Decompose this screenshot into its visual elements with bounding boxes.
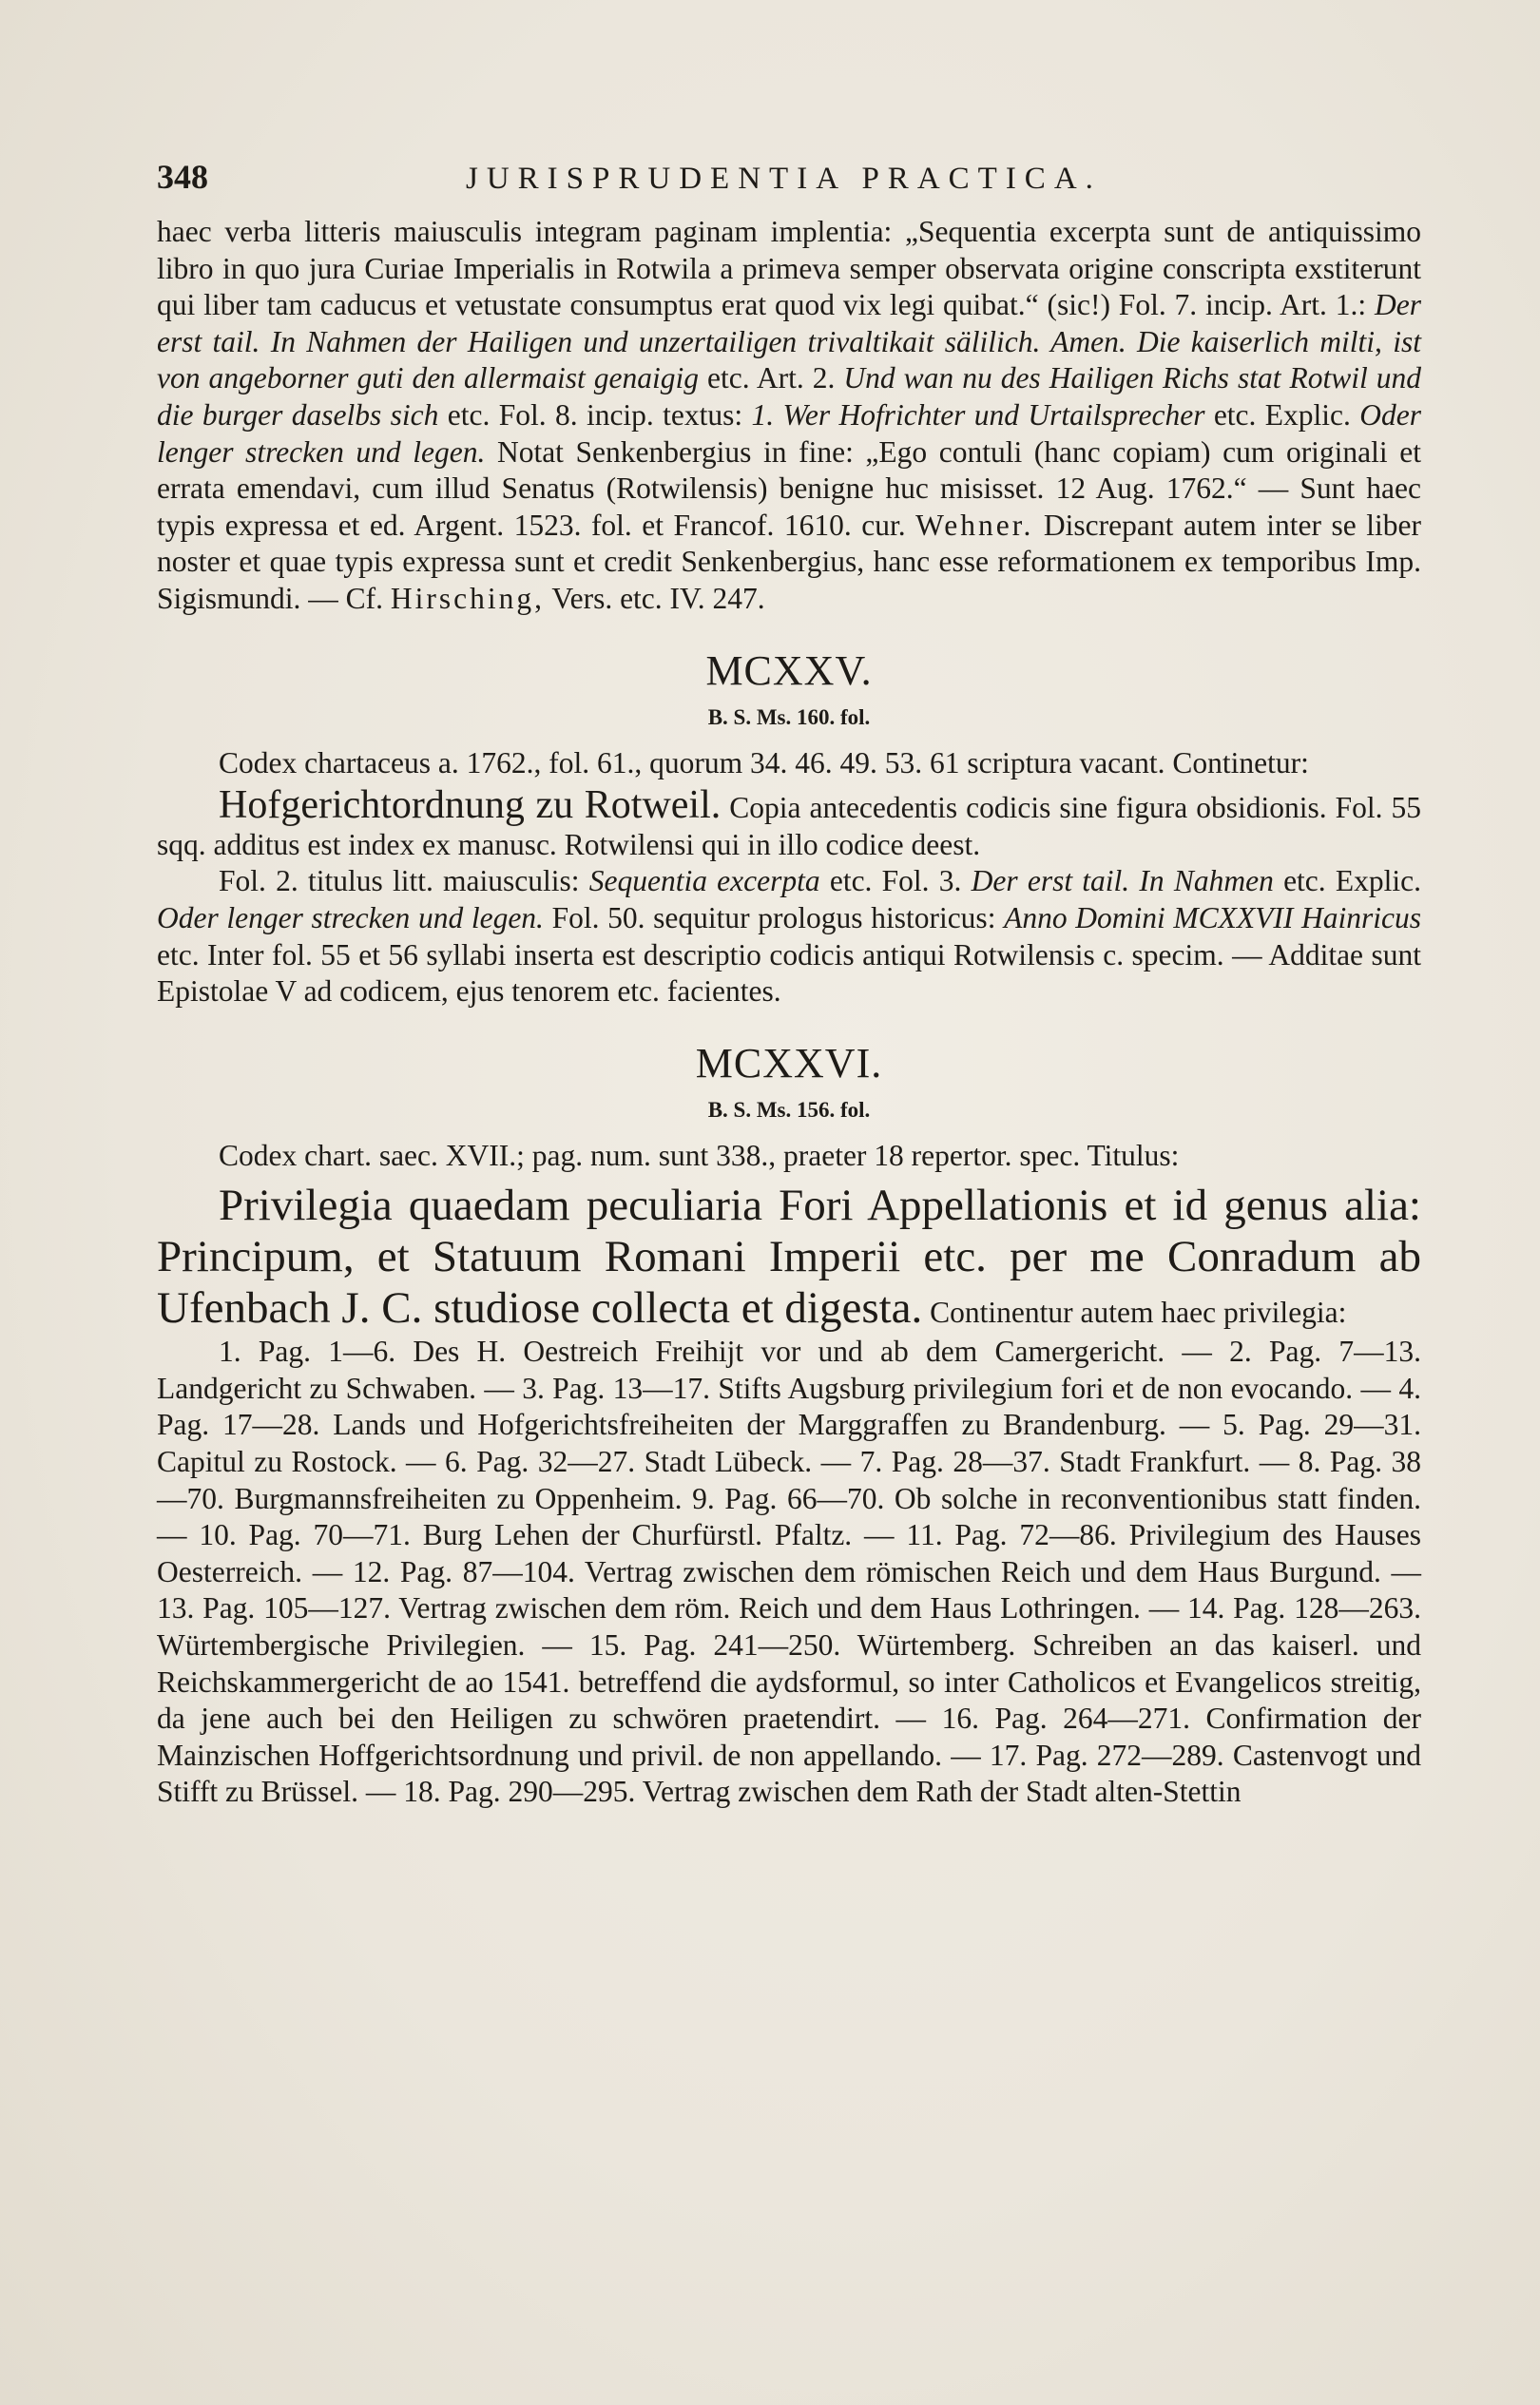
- author-name: Hirsching,: [390, 581, 546, 615]
- codex-details-quote: Sequentia excerpta: [588, 864, 820, 898]
- intro-quote: Und wan nu des Hailigen Richs stat Rotwil und die burger daselbs sich: [157, 361, 1421, 432]
- intro-quote: 1. Wer Hofrichter und Urtailsprecher: [751, 397, 1205, 432]
- codex-note: Continentur autem haec privilegia:: [922, 1296, 1347, 1330]
- codex-details-quote: Der erst tail. In Nahmen: [971, 864, 1274, 898]
- codex-title: Privilegia quaedam peculiaria Fori Appellationis et id genus alia: Principum, et Statuum Romani Imperii etc. per me Conradum ab Ufenbach J. C. studiose collecta et digesta.: [157, 1181, 1421, 1334]
- codex-details-text: etc. Inter fol. 55 et 56 syllabi inserta est descriptio codicis antiqui Rotwilensis c. specim. — Additae sunt Epistolae V ad codicem, ejus tenorem etc. facientes.: [157, 937, 1421, 1009]
- intro-text: etc. Fol. 8. incip. textus:: [438, 397, 752, 432]
- running-head: [157, 157, 1421, 214]
- intro-text: Vers. etc. IV. 247.: [545, 581, 765, 615]
- intro-text: etc. Explic.: [1204, 397, 1360, 432]
- codex-details-text: etc. Explic.: [1273, 864, 1421, 898]
- codex-description: Codex chartaceus a. 1762., fol. 61., quorum 34. 46. 49. 53. 61 scriptura vacant. Continetur:: [219, 745, 1309, 779]
- intro-text: Notat Senkenbergius in fine: „Ego contuli (hanc copiam) cum originali et errata emendavi, cum illud Senatus (Rotwilensis) benigne huc misisset. 12 Aug. 1762.“ — Sunt haec typis expressa et ed. Argent. 1523. fol. et Francof. 1610. cur.: [157, 434, 1421, 542]
- shelfmark: B. S. Ms. 160. fol.: [707, 704, 871, 729]
- text-column: [157, 157, 1421, 1811]
- codex-note: Copia antecedentis codicis sine figura obsidionis. Fol. 55 sqq. additus est index ex manusc. Rotwilensi qui in illo codice deest.: [157, 791, 1421, 861]
- codex-title: Hofgerichtordnung zu Rotweil.: [219, 783, 722, 828]
- intro-text: etc. Art. 2.: [699, 361, 844, 395]
- author-name: Wehner.: [915, 508, 1034, 542]
- shelfmark: B. S. Ms. 156. fol.: [707, 1097, 871, 1122]
- codex-details-quote: Oder lenger strecken und legen.: [157, 900, 544, 934]
- running-title: JURISPRUDENTIA PRACTICA.: [466, 162, 1102, 196]
- codex-details-text: Fol. 50. sequitur prologus historicus:: [543, 900, 1005, 934]
- entry-number: MCXXV.: [705, 646, 873, 694]
- intro-quote: Oder lenger strecken und legen.: [157, 397, 1421, 469]
- codex-title-paragraph: [157, 783, 1421, 863]
- codex-details-text: etc. Fol. 3.: [819, 864, 972, 898]
- privilege-list: 1. Pag. 1—6. Des H. Oestreich Freihijt vor und ab dem Camergericht. — 2. Pag. 7—13. Landgericht zu Schwaben. — 3. Pag. 13—17. Stifts Augsburg privilegium fori et de non evocando. — 4. Pag. 17—28. Lands und Hofgerichtsfreiheiten der Marggraffen zu Brandenburg. — 5. Pag. 29—31. Capitul zu Rostock. — 6. Pag. 32—27. Stadt Lübeck. — 7. Pag. 28—37. Stadt Frankfurt. — 8. Pag. 38—70. Burgmannsfreiheiten zu Oppenheim. 9. Pag. 66—70. Ob solche in reconventionibus statt finden. — 10. Pag. 70—71. Burg Lehen der Churfürstl. Pfaltz. — 11. Pag. 72—86. Privilegium des Hauses Oesterreich. — 12. Pag. 87—104. Vertrag zwischen dem römischen Reich und dem Haus Burgund. — 13. Pag. 105—127. Vertrag zwischen dem röm. Reich und dem Haus Lothringen. — 14. Pag. 128—263. Würtembergische Privilegien. — 15. Pag. 241—250. Würtemberg. Schreiben an das kaiserl. und Reichskammergericht de ao 1541. betreffend die aydsformul, so inter Catholicos et Evangelicos streitig, da jene auch bei den Heiligen zu schwören praetendirt. — 16. Pag. 264—271. Confirmation der Mainzischen Hoffgerichtsordnung und privil. de non appellando. — 17. Pag. 272—289. Castenvogt und Stifft zu Brüssel. — 18. Pag. 290—295. Vertrag zwischen dem Rath der Stadt alten-Stettin: [157, 1335, 1421, 1809]
- codex-details-quote: Anno Domini MCXXVII Hainricus: [1004, 900, 1422, 934]
- codex-details-text: Fol. 2. titulus litt. maiusculis:: [219, 864, 589, 898]
- intro-quote: Der erst tail. In Nahmen der Hailigen und unzertailigen trivaltikait sälilich. Amen. Die kaiserlich milti, ist von angeborner guti den allermaist genaigig: [157, 288, 1421, 395]
- page-number: 348: [157, 158, 208, 196]
- codex-description: Codex chart. saec. XVII.; pag. num. sunt 338., praeter 18 repertor. spec. Titulus:: [219, 1138, 1180, 1172]
- entry-number: MCXXVI.: [695, 1039, 883, 1087]
- intro-text: haec verba litteris maiusculis integram paginam implentia: „Sequentia excerpta sunt de antiquissimo libro in quo jura Curiae Imperialis in Rotwila a primeva semper observata origine conscripta exstiterunt qui liber tam caducus et vetustate consumptus erat quod vix legi quibat.“ (sic!) Fol. 7. incip. Art. 1.:: [157, 215, 1421, 322]
- intro-paragraph: [157, 214, 1421, 618]
- intro-text: Discrepant autem inter se liber noster et quae typis expressa sunt et credit Senkenbergius, hanc esse reformationem ex temporibus Imp. Sigismundi. — Cf.: [157, 508, 1421, 615]
- codex-details: [157, 863, 1421, 1010]
- codex-title-paragraph: [157, 1180, 1421, 1334]
